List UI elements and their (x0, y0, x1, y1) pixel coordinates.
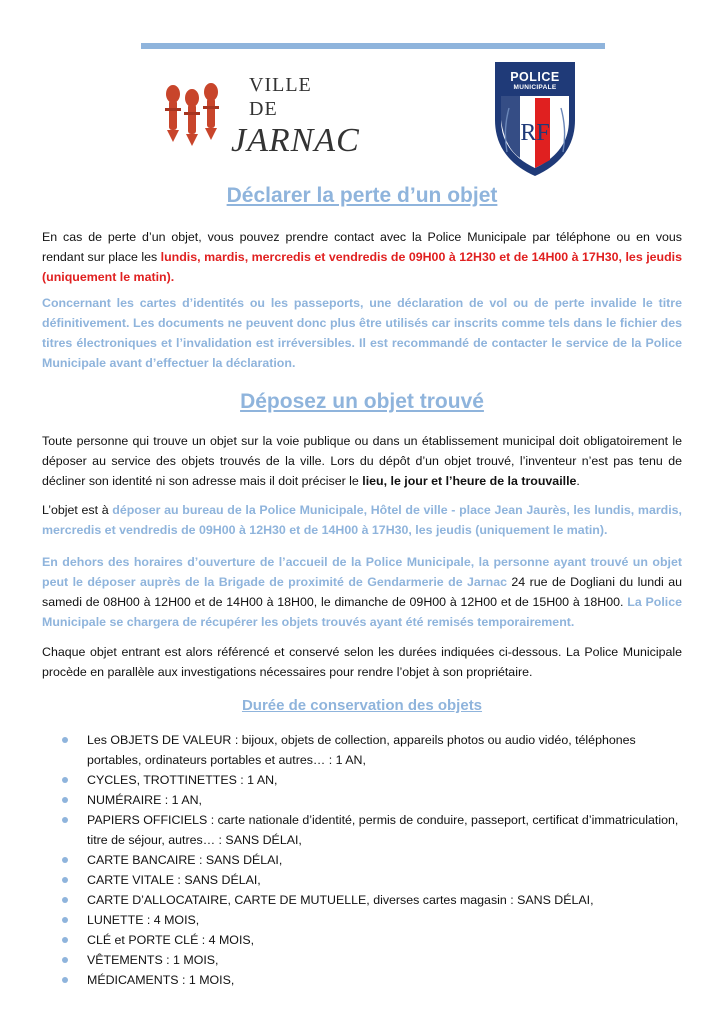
deposit-location-paragraph (42, 500, 682, 540)
deposit-location-text: L’objet est à (42, 503, 113, 517)
id-documents-text: Concernant les cartes d’identités ou les passeports, une déclaration de vol ou de perte invalide le titre définitivement. Les documents ne peuvent donc plus être utilisés car inscrits comme tels dans le fichier des titres électroniques et l’invalidation est irréversibles. Il est recommandé de contacter le service de la Police Municipale avant d’effectuer la déclaration. (42, 296, 682, 370)
list-item-text: PAPIERS OFFICIELS : carte nationale d’identité, permis de conduire, passeport, certificat d’immatriculation, titre de séjour, autres… : SANS DÉLAI, (87, 813, 679, 847)
jarnac-logo-line1: VILLE (249, 74, 312, 96)
list-item (62, 970, 684, 990)
bullet-icon (62, 917, 68, 923)
lost-object-paragraph (42, 227, 682, 287)
bullet-icon (62, 797, 68, 803)
header-rule (141, 43, 605, 49)
list-item-text: NUMÉRAIRE : 1 AN, (87, 793, 202, 807)
gendarmerie-hours: 24 rue de Dogliani du lundi au samedi de 08H00 à 12H00 et de 14H00 à 18H00, le dimanche de 09H00 à 12H00 et de 15H00 à 18H00. (42, 575, 682, 609)
bullet-icon (62, 737, 68, 743)
list-item-text: LUNETTE : 4 MOIS, (87, 913, 200, 927)
list-item-text: MÉDICAMENTS : 1 MOIS, (87, 973, 235, 987)
bullet-icon (62, 977, 68, 983)
found-object-bold-text: lieu, le jour et l’heure de la trouvaille (362, 474, 577, 488)
referencing-text: Chaque objet entrant est alors référencé et conservé selon les durées indiquées ci-dessous. La Police Municipale procède en parallèle aux investigations nécessaires pour rendre l’objet à son propriétaire. (42, 645, 682, 679)
list-item-text: CARTE D’ALLOCATAIRE, CARTE DE MUTUELLE, diverses cartes magasin : SANS DÉLAI, (87, 893, 594, 907)
list-item-text: CARTE VITALE : SANS DÉLAI, (87, 873, 261, 887)
bullet-icon (62, 857, 68, 863)
bullet-icon (62, 937, 68, 943)
list-item (62, 770, 684, 790)
list-item-text: VÊTEMENTS : 1 MOIS, (87, 953, 219, 967)
section-title-lost-object: Déclarer la perte d’un objet (226, 184, 498, 207)
gendarmerie-paragraph (42, 552, 682, 632)
list-item (62, 950, 684, 970)
police-municipale-logo (493, 60, 577, 178)
jarnac-logo-line3: JARNAC (231, 122, 360, 159)
list-item-text: CARTE BANCAIRE : SANS DÉLAI, (87, 853, 283, 867)
bullet-icon (62, 897, 68, 903)
section-title-found-object: Déposez un objet trouvé (240, 390, 484, 413)
deposit-location-details: déposer au bureau de la Police Municipale, Hôtel de ville - place Jean Jaurès, les lundis, mardis, mercredis et vendredis de 09H00 à 12H30 et de 14H00 à 17H30, les jeudis (uniquement le matin). (42, 503, 683, 537)
list-item (62, 790, 684, 810)
gendarmerie-retrieval: La Police Municipale se chargera de récupérer les objets trouvés ayant été remisés temporairement. (42, 595, 683, 629)
list-item (62, 870, 684, 890)
list-item-text: CYCLES, TROTTINETTES : 1 AN, (87, 773, 278, 787)
police-logo-line2: MUNICIPALE (513, 84, 557, 91)
list-item (62, 930, 684, 950)
fish-emblem-icon (163, 80, 221, 150)
bullet-icon (62, 777, 68, 783)
police-monogram: RF (520, 120, 550, 146)
found-object-text: Toute personne qui trouve un objet sur la voie publique ou dans un établissement municipal doit obligatoirement le déposer au service des objets trouvés de la ville. Lors du dépôt d’un objet trouvé, l’inventeur n’est pas tenu de décliner son identité ni son adresse mais il doit préciser le (42, 434, 682, 488)
list-item-text: CLÉ et PORTE CLÉ : 4 MOIS, (87, 933, 255, 947)
list-item (62, 850, 684, 870)
section-title-retention: Durée de conservation des objets (241, 697, 483, 714)
bullet-icon (62, 817, 68, 823)
referencing-paragraph (42, 642, 682, 682)
list-item (62, 890, 684, 910)
found-object-paragraph (42, 431, 682, 491)
list-item (62, 810, 684, 850)
lost-object-text: En cas de perte d’un objet, vous pouvez prendre contact avec la Police Municipale par téléphone ou en vous rendant sur place les (42, 230, 682, 264)
jarnac-logo (163, 70, 360, 165)
bullet-icon (62, 957, 68, 963)
bullet-icon (62, 877, 68, 883)
list-item (62, 910, 684, 930)
found-object-end: . (576, 474, 580, 488)
list-item-text: Les OBJETS DE VALEUR : bijoux, objets de collection, appareils photos ou audio vidéo, téléphones portables, ordinateurs portables et autres… : 1 AN, (87, 733, 636, 767)
police-logo-line1: POLICE (510, 70, 560, 84)
retention-list (62, 730, 684, 990)
jarnac-logo-line2: DE (249, 98, 278, 120)
id-documents-paragraph (42, 293, 682, 373)
list-item (62, 730, 684, 770)
lost-object-hours: lundis, mardis, mercredis et vendredis de 09H00 à 12H30 et de 14H00 à 17H30, les jeudis (uniquement le matin). (42, 250, 683, 284)
gendarmerie-intro: En dehors des horaires d’ouverture de l’accueil de la Police Municipale, la personne ayant trouvé un objet peut le déposer auprès de la Brigade de proximité de Gendarmerie de Jarnac (42, 555, 682, 589)
